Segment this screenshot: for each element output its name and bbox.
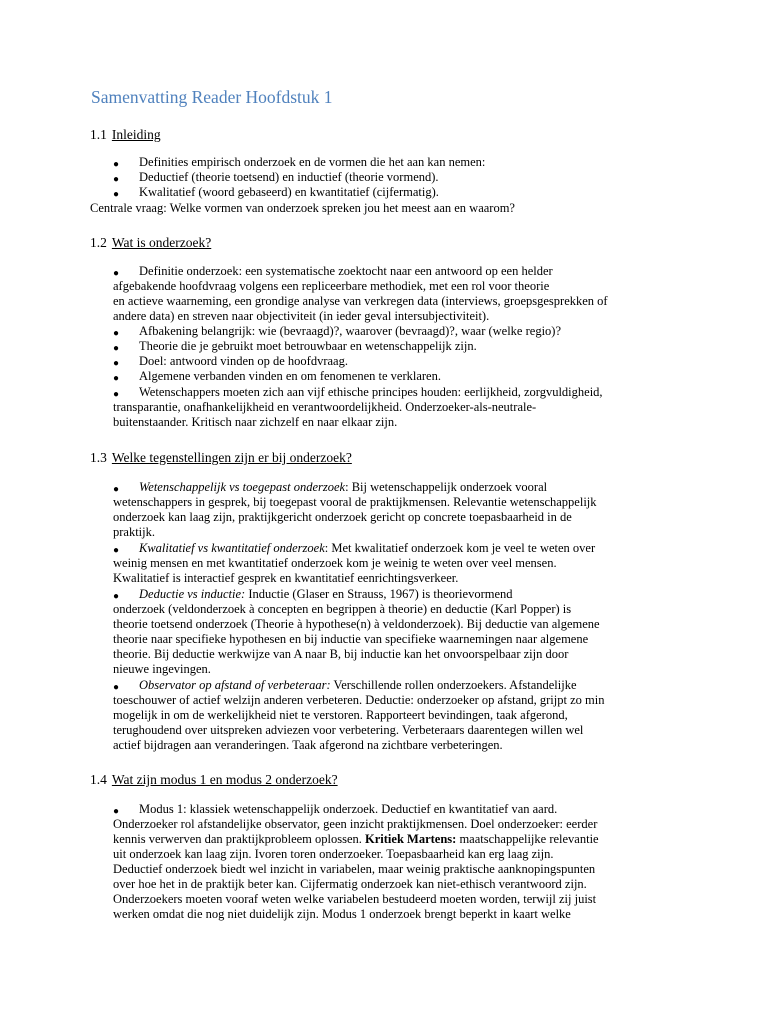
- list-item-line: Onderzoekers moeten vooraf weten welke variabelen bestudeerd moeten worden, terwijl zij juist: [113, 892, 597, 906]
- term: Observator op afstand of verbeteraar:: [139, 678, 331, 692]
- list-item-line: [113, 832, 599, 847]
- list-item: Algemene verbanden vinden en om fenomenen te verklaren.: [139, 369, 441, 383]
- list-item-line: onderzoek kan laag zijn, praktijkgericht onderzoek gericht op concrete toepasbaarheid in de: [113, 510, 572, 524]
- term: Kwalitatief vs kwantitatief onderzoek: [139, 541, 325, 555]
- list-item-line: theorie toetsend onderzoek (Theorie à hypothese(n) à veldonderzoek). Bij deductie van algemene: [113, 617, 600, 631]
- list-item-line: Wetenschappers moeten zich aan vijf ethische principes houden: eerlijkheid, zorgvuldigheid,: [139, 385, 603, 399]
- list-item-line: Deductief onderzoek biedt wel inzicht in variabelen, maar weinig praktische aanknopingspunten: [113, 862, 596, 876]
- list-item-line: [139, 480, 547, 495]
- list-item-line: [139, 678, 577, 693]
- section-title: Inleiding: [111, 127, 161, 142]
- list-item-text: kennis verwerven dan praktijkprobleem oplossen.: [113, 832, 366, 846]
- section-number: 1.3: [90, 450, 107, 465]
- list-item-line: buitenstaander. Kritisch naar zichzelf en naar elkaar zijn.: [113, 415, 398, 429]
- list-item-line: uit onderzoek kan laag zijn. Ivoren toren onderzoeker. Toepasbaarheid kan erg laag zijn.: [113, 847, 554, 861]
- list-item: Deductief (theorie toetsend) en inductief (theorie vormend).: [139, 170, 439, 184]
- list-item-line: Kwalitatief is interactief gesprek en kwantitatief eenrichtingsverkeer.: [113, 571, 459, 585]
- list-item-text: maatschappelijke relevantie: [456, 832, 599, 846]
- list-item-line: Onderzoeker rol afstandelijke observator, geen inzicht praktijkmensen. Doel onderzoeker: eerder: [113, 817, 598, 831]
- list-item-line: werken omdat die nog niet duidelijk zijn. Modus 1 onderzoek brengt beperkt in kaart welke: [113, 907, 571, 921]
- list-item-line: wetenschappers in gesprek, bij toegepast vooral de praktijkmensen. Relevantie wetenschappelijk: [113, 495, 597, 509]
- list-item-line: theorie naar specifieke hypothesen en bij inductie van specifieke waarnemingen naar algemene: [113, 632, 589, 646]
- list-item-text: Inductie (Glaser en Strauss, 1967) is theorievormend: [245, 587, 513, 601]
- list-item-text: Verschillende rollen onderzoekers. Afstandelijke: [330, 678, 577, 692]
- list-item-line: toeschouwer of actief welzijn anderen verbeteren. Deductie: onderzoeker op afstand, grijpt zo min: [113, 693, 605, 707]
- list-item-line: praktijk.: [113, 525, 156, 539]
- section-number: 1.1: [90, 127, 107, 142]
- list-item-line: over hoe het in de praktijk beter kan. Cijfermatig onderzoek kan niet-ethisch verantwoord zijn.: [113, 877, 587, 891]
- central-question: Centrale vraag: Welke vormen van onderzoek spreken jou het meest aan en waarom?: [90, 201, 515, 215]
- list-item-line: actief bijdragen aan veranderingen. Taak afgerond na zichtbare verbeteringen.: [113, 738, 503, 752]
- bullet-icon: ●: [113, 174, 120, 185]
- section-heading: [90, 234, 211, 251]
- list-item-line: terughoudend over uitspreken adviezen voor verbetering. Verbeteraars daarentegen willen wel: [113, 723, 584, 737]
- list-item: Definities empirisch onderzoek en de vormen die het aan kan nemen:: [139, 155, 486, 169]
- bullet-icon: ●: [113, 343, 120, 354]
- bullet-icon: ●: [113, 268, 120, 279]
- section-number: 1.2: [90, 235, 107, 250]
- bullet-icon: ●: [113, 189, 120, 200]
- bullet-icon: ●: [113, 484, 120, 495]
- section-heading: [90, 771, 338, 788]
- bullet-icon: ●: [113, 358, 120, 369]
- list-item: Doel: antwoord vinden op de hoofdvraag.: [139, 354, 348, 368]
- bullet-icon: ●: [113, 389, 120, 400]
- section-title: Wat zijn modus 1 en modus 2 onderzoek?: [111, 772, 338, 787]
- bullet-icon: ●: [113, 373, 120, 384]
- list-item-line: transparantie, onafhankelijkheid en verantwoordelijkheid. Onderzoeker-als-neutrale-: [113, 400, 537, 414]
- list-item-line: en actieve waarneming, een grondige analyse van verkregen data (interviews, groepsgesprekken of: [113, 294, 608, 308]
- list-item-line: mogelijk in om de werkelijkheid niet te verstoren. Rapporteert bevindingen, taak afgerond,: [113, 708, 568, 722]
- list-item-line: weinig mensen en met kwantitatief onderzoek kom je weinig te weten over veel mensen.: [113, 556, 557, 570]
- list-item-line: afgebakende hoofdvraag volgens een repliceerbare methodiek, met een rol voor theorie: [113, 279, 550, 293]
- list-item-text: : Bij wetenschappelijk onderzoek vooral: [345, 480, 548, 494]
- list-item: Afbakening belangrijk: wie (bevraagd)?, waarover (bevraagd)?, waar (welke regio)?: [139, 324, 562, 338]
- section-title: Wat is onderzoek?: [111, 235, 212, 250]
- section-title: Welke tegenstellingen zijn er bij onderzoek?: [111, 450, 352, 465]
- section-number: 1.4: [90, 772, 107, 787]
- document-title: Samenvatting Reader Hoofdstuk 1: [91, 87, 333, 107]
- bullet-icon: ●: [113, 591, 120, 602]
- list-item-line: [139, 541, 595, 556]
- list-item: Kwalitatief (woord gebaseerd) en kwantitatief (cijfermatig).: [139, 185, 439, 199]
- list-item-line: [139, 587, 513, 602]
- section-heading: [90, 449, 352, 466]
- list-item-line: Definitie onderzoek: een systematische zoektocht naar een antwoord op een helder: [139, 264, 553, 278]
- term: Wetenschappelijk vs toegepast onderzoek: [139, 480, 346, 494]
- bullet-icon: ●: [113, 806, 120, 817]
- list-item-line: onderzoek (veldonderzoek à concepten en begrippen à theorie) en deductie (Karl Popper) is: [113, 602, 572, 616]
- list-item: Theorie die je gebruikt moet betrouwbaar en wetenschappelijk zijn.: [139, 339, 477, 353]
- list-item-text: : Met kwalitatief onderzoek kom je veel te weten over: [324, 541, 596, 555]
- bold-term: Kritiek Martens:: [365, 832, 457, 846]
- bullet-icon: ●: [113, 682, 120, 693]
- bullet-icon: ●: [113, 328, 120, 339]
- bullet-icon: ●: [113, 159, 120, 170]
- list-item-line: nieuwe ingevingen.: [113, 662, 211, 676]
- list-item-line: Modus 1: klassiek wetenschappelijk onderzoek. Deductief en kwantitatief van aard.: [139, 802, 558, 816]
- list-item-line: theorie. Bij deductie werkwijze van A naar B, bij inductie kan het onvoorspelbaar zijn door: [113, 647, 569, 661]
- list-item-line: andere data) en streven naar objectiviteit (in ieder geval intersubjectiviteit).: [113, 309, 490, 323]
- term: Deductie vs inductie:: [139, 587, 246, 601]
- bullet-icon: ●: [113, 545, 120, 556]
- section-heading: [90, 126, 161, 143]
